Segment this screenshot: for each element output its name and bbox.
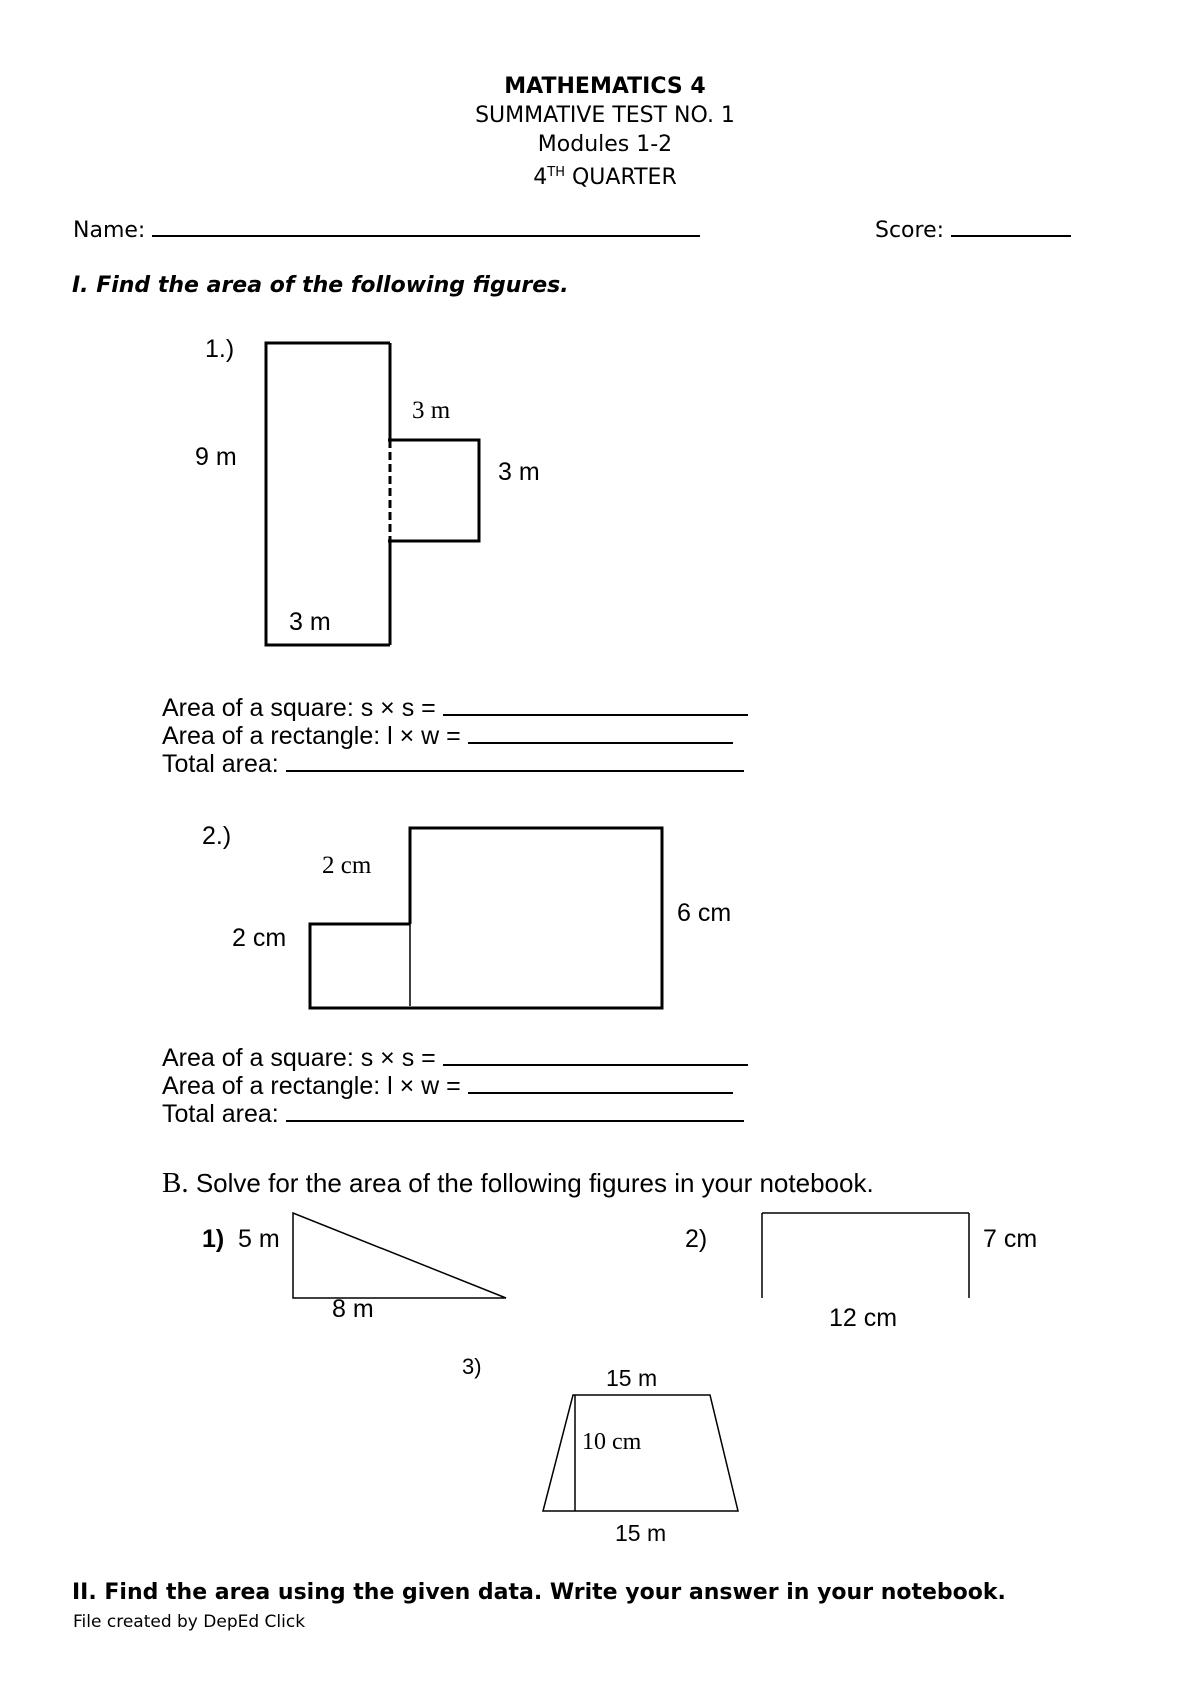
rectangle-number: 2) bbox=[685, 1225, 708, 1253]
figure2-square-formula: Area of a square: s × s = bbox=[162, 1040, 748, 1072]
trapezoid-number: 3) bbox=[462, 1354, 482, 1379]
figure1-square-formula: Area of a square: s × s = bbox=[162, 690, 748, 722]
modules-label: Modules 1-2 bbox=[537, 132, 673, 157]
triangle-number: 1) bbox=[202, 1225, 225, 1253]
part2-instruction: II. Find the area using the given data. Write your answer in your notebook. bbox=[72, 1580, 1006, 1605]
triangle-shape bbox=[293, 1213, 506, 1298]
trapezoid-top-label: 15 m bbox=[606, 1365, 658, 1391]
figure2-total-formula: Total area: bbox=[162, 1096, 744, 1128]
figure2-square-blank[interactable] bbox=[443, 1040, 748, 1066]
test-subtitle: SUMMATIVE TEST NO. 1 bbox=[475, 103, 735, 128]
figure1-square bbox=[388, 440, 479, 541]
figure1-left-label: 9 m bbox=[195, 443, 237, 471]
footer-credit: File created by DepEd Click bbox=[73, 1612, 306, 1632]
name-label: Name: bbox=[73, 218, 146, 243]
figure2-right-label: 6 cm bbox=[677, 899, 732, 927]
page-title: MATHEMATICS 4 bbox=[504, 74, 706, 99]
figure1-number: 1.) bbox=[205, 335, 235, 363]
figure2-total-blank[interactable] bbox=[286, 1096, 744, 1122]
figure1-composite-shape bbox=[266, 343, 479, 645]
score-label: Score: bbox=[875, 218, 945, 243]
partB-instruction: B. Solve for the area of the following figures in your notebook. bbox=[162, 1167, 874, 1199]
rectangle-shape bbox=[762, 1213, 969, 1298]
figure1-right-label: 3 m bbox=[498, 458, 540, 486]
quarter-label: 4TH QUARTER bbox=[533, 165, 677, 190]
part1-instruction: I. Find the area of the following figures. bbox=[72, 273, 569, 298]
figure2-number: 2.) bbox=[202, 822, 232, 850]
figure2-left-label: 2 cm bbox=[232, 924, 287, 952]
figure1-rectangle-blank[interactable] bbox=[468, 718, 733, 744]
figure2-rectangle-blank[interactable] bbox=[468, 1068, 733, 1094]
figure1-rectangle-formula: Area of a rectangle: l × w = bbox=[162, 718, 733, 750]
triangle-height-label: 5 m bbox=[238, 1225, 280, 1253]
figure1-square-blank[interactable] bbox=[443, 690, 748, 716]
rectangle-base-label: 12 cm bbox=[829, 1304, 898, 1332]
figure1-total-blank[interactable] bbox=[286, 746, 744, 772]
figure1-total-formula: Total area: bbox=[162, 746, 744, 778]
trapezoid-bottom-label: 15 m bbox=[615, 1520, 667, 1546]
figure1-top-label: 3 m bbox=[412, 397, 451, 424]
figure1-rectangle bbox=[266, 343, 390, 645]
figure2-top-label: 2 cm bbox=[322, 852, 372, 879]
triangle-base-label: 8 m bbox=[332, 1295, 374, 1323]
rectangle-side-label: 7 cm bbox=[983, 1225, 1038, 1253]
figure2-rectangle-formula: Area of a rectangle: l × w = bbox=[162, 1068, 733, 1100]
figure1-bottom-label: 3 m bbox=[289, 608, 331, 636]
trapezoid-height-label: 10 cm bbox=[582, 1429, 642, 1455]
